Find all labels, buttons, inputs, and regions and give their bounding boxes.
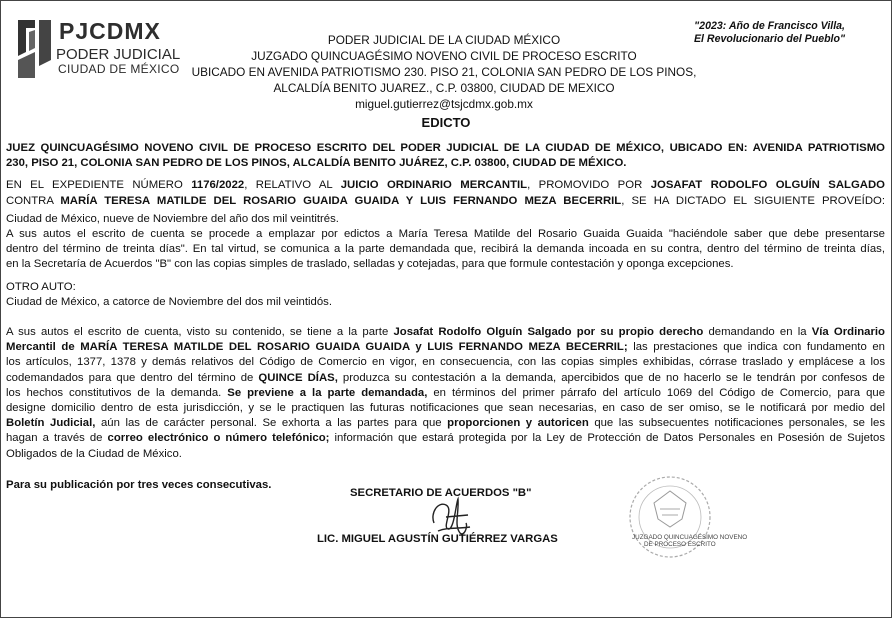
motto-line-2: El Revolucionario del Pueblo" [693,32,845,45]
auto1-date: Ciudad de México, nueve de Noviembre del año dos mil veintitrés. [6,212,339,225]
year-motto [694,20,845,45]
auto3-line: Mercantil de MARÍA TERESA MATILDE DEL ROSARIO GUAIDA GUAIDA y LUIS FERNANDO MEZA BECERRIL; las prestaciones que indica con fundamento en [6,341,885,354]
trial-type: JUICIO ORDINARIO MERCANTIL [340,179,528,192]
intro-line: 230, PISO 21, COLONIA SAN PEDRO DE LOS PINOS, ALCALDÍA BENITO JUÁREZ, C.P. 03800, CIUDAD DE MÉXICO. [6,157,627,170]
logo-city: CIUDAD DE MÉXICO [58,62,180,76]
expediente-line: EN EL EXPEDIENTE NÚMERO 1176/2022, RELATIVO AL JUICIO ORDINARIO MERCANTIL, PROMOVIDO POR JOSAFAT RODOLFO OLGUÍN SALGADO [6,179,885,192]
publication-note: Para su publicación por tres veces consecutivas. [6,478,272,491]
logo-acronym: PJCDMX [59,18,161,44]
auto3-line: Obligados de la Ciudad de México. [6,447,182,460]
auto2-label: OTRO AUTO: [6,280,76,293]
pjcdmx-logo [15,18,181,80]
document-title: EDICTO [421,115,471,130]
seal-text-2: DE PROCESO ESCRITO [644,541,716,548]
auto1-line: A sus autos el escrito de cuenta se procede a emplazar por edictos a María Teresa Matilde del Rosario Guaida Guaida "haciéndole saber que debe presentarse [6,228,885,241]
auto3-line: designe domicilio dentro de esta jurisdicción, y se le practiquen las futuras notificaciones que sean necesarias, en caso de ser omiso, se le notificará por medio del [6,402,885,415]
header-line: PODER JUDICIAL DE LA CIUDAD MÉXICO [327,33,561,47]
header-email: miguel.gutierrez@tsjcdmx.gob.mx [355,97,533,111]
pjcdmx-emblem-icon [15,18,55,80]
header-line: ALCALDÍA BENITO JUAREZ., C.P. 03800, CIUDAD DE MEXICO [273,81,615,95]
auto1-line: dentro del término de treinta días". En tal virtud, se comunica a la parte demandada que, recibirá la demanda incoada en su contra, dentro del término de treinta días, [6,243,885,256]
auto3-line: A sus autos el escrito de cuenta, visto su contenido, se tiene a la parte Josafat Rodolfo Olguín Salgado por su propio derecho demandando en la Vía Ordinario [6,326,885,339]
header-line: JUZGADO QUINCUAGÉSIMO NOVENO CIVIL DE PROCESO ESCRITO [251,49,637,63]
plaintiff: JOSAFAT RODOLFO OLGUÍN SALGADO [650,179,885,192]
auto1-line: en la Secretaría de Acuerdos "B" con las copias simples de traslado, selladas y cotejadas, para que formule contestación y oponga excepciones. [6,258,734,271]
court-header [170,32,718,112]
expediente-line: CONTRA MARÍA TERESA MATILDE DEL ROSARIO GUAIDA GUAIDA Y LUIS FERNANDO MEZA BECERRIL, SE HA DICTADO EL SIGUIENTE PROVEÍDO: [6,194,886,207]
auto3-line: los artículos, 1377, 1378 y demás relativos del Código de Comercio en vigor, en consecuencia, con las copias simples exhibidas, córrase traslado y emplácese a los [6,356,885,369]
logo-institution: PODER JUDICIAL [56,46,181,63]
auto3-line: codemandados para que dentro del término de QUINCE DÍAS, produzca su contestación a la demanda, apercibidos que de no hacerlo se le tendrán por confesos de [6,371,885,384]
secretary-name: LIC. MIGUEL AGUSTÍN GUTIÉRREZ VARGAS [317,533,558,545]
auto3-line: Boletín Judicial, aún las de carácter personal. Se exhorta a las partes para que proporcionen y autoricen que las subsecuentes notificaciones personales, se les [6,417,886,430]
header-line: UBICADO EN AVENIDA PATRIOTISMO 230. PISO 21, COLONIA SAN PEDRO DE LOS PINOS, [191,65,697,79]
intro-line: JUEZ QUINCUAGÉSIMO NOVENO CIVIL DE PROCESO ESCRITO DEL PODER JUDICIAL DE LA CIUDAD DE MÉXICO, UBICADO EN: AVENIDA PATRIOTISMO [6,142,885,154]
auto2-date: Ciudad de México, a catorce de Noviembre del dos mil veintidós. [6,295,332,308]
seal-text-1: JUZGADO QUINCUAGÉSIMO NOVENO [632,534,748,541]
edict-body [6,141,885,493]
case-number: 1176/2022 [191,179,245,192]
defendants: MARÍA TERESA MATILDE DEL ROSARIO GUAIDA GUAIDA Y LUIS FERNANDO MEZA BECERRIL [60,194,622,207]
auto3-line: los hechos constitutivos de la demanda. Se previene a la parte demandada, en términos del primer párrafo del artículo 1069 del Código de Comercio, para que [6,386,885,399]
motto-line-1: "2023: Año de Francisco Villa, [694,20,845,32]
secretary-title: SECRETARIO DE ACUERDOS "B" [350,487,532,499]
auto3-line: hagan a través de correo electrónico o número telefónico; información que estará protegida por la Ley de Protección de Datos Personales en Posesión de Sujetos [6,432,886,445]
court-seal-icon [622,473,748,569]
